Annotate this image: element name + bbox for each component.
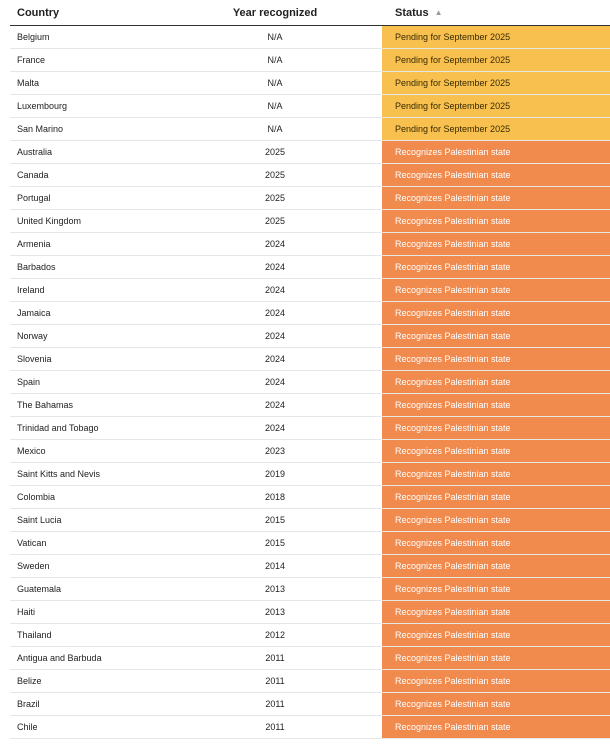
cell-status: Recognizes Palestinian state [382, 164, 610, 186]
cell-year: 2011 [265, 722, 285, 732]
cell-country: The Bahamas [17, 400, 74, 410]
cell-year: 2024 [264, 331, 286, 341]
cell-country: Belgium [17, 32, 50, 42]
cell-year: 2024 [264, 308, 286, 318]
table-row [10, 440, 610, 463]
cell-status: Recognizes Palestinian state [382, 141, 610, 163]
cell-year: 2024 [264, 354, 286, 364]
cell-status: Recognizes Palestinian state [382, 578, 610, 600]
table-row [10, 509, 610, 532]
cell-country: Ireland [17, 285, 45, 295]
cell-country: Norway [17, 331, 48, 341]
table-row [10, 647, 610, 670]
cell-country: Jamaica [17, 308, 51, 318]
table-row [10, 325, 610, 348]
table-row [10, 578, 610, 601]
cell-country: Saint Lucia [17, 515, 62, 525]
cell-country: Antigua and Barbuda [17, 653, 102, 663]
cell-status: Recognizes Palestinian state [382, 532, 610, 554]
cell-status: Recognizes Palestinian state [382, 256, 610, 278]
cell-status: Recognizes Palestinian state [382, 624, 610, 646]
cell-country: Australia [17, 147, 53, 157]
cell-country: Barbados [17, 262, 56, 272]
table-row [10, 463, 610, 486]
cell-country: Colombia [17, 492, 56, 502]
table-row [10, 486, 610, 509]
cell-country: Brazil [17, 699, 40, 709]
cell-country: Trinidad and Tobago [17, 423, 99, 433]
cell-year: N/A [267, 124, 283, 134]
cell-year: 2024 [264, 377, 286, 387]
table-row [10, 279, 610, 302]
cell-year: N/A [267, 78, 283, 88]
cell-country: Armenia [17, 239, 51, 249]
cell-status: Pending for September 2025 [382, 49, 610, 71]
cell-year: 2015 [264, 515, 286, 525]
table-row [10, 256, 610, 279]
cell-status: Recognizes Palestinian state [382, 417, 610, 439]
table-row [10, 118, 610, 141]
table-row [10, 555, 610, 578]
table-row [10, 693, 610, 716]
cell-status: Recognizes Palestinian state [382, 486, 610, 508]
table-row [10, 95, 610, 118]
table-row [10, 417, 610, 440]
recognition-table [10, 0, 610, 739]
cell-status: Recognizes Palestinian state [382, 279, 610, 301]
cell-country: Canada [17, 170, 49, 180]
cell-status: Recognizes Palestinian state [382, 463, 610, 485]
cell-country: Vatican [17, 538, 47, 548]
cell-year: 2013 [264, 607, 286, 617]
cell-country: Thailand [17, 630, 52, 640]
cell-country: Saint Kitts and Nevis [17, 469, 101, 479]
table-row [10, 187, 610, 210]
column-header-status-label: Status [395, 6, 429, 19]
cell-year: 2025 [264, 147, 286, 157]
cell-status: Recognizes Palestinian state [382, 555, 610, 577]
cell-year: 2023 [264, 446, 286, 456]
cell-year: 2011 [265, 676, 285, 686]
cell-country: Guatemala [17, 584, 62, 594]
cell-year: 2019 [264, 469, 286, 479]
cell-country: Chile [17, 722, 38, 732]
table-row [10, 233, 610, 256]
cell-year: 2025 [264, 170, 286, 180]
cell-country: Belize [17, 676, 42, 686]
table-row [10, 49, 610, 72]
table-row [10, 26, 610, 49]
cell-country: Slovenia [17, 354, 52, 364]
column-header-status[interactable] [382, 7, 610, 19]
cell-status: Recognizes Palestinian state [382, 509, 610, 531]
cell-status: Pending for September 2025 [382, 26, 610, 48]
cell-year: 2014 [264, 561, 286, 571]
cell-status: Pending for September 2025 [382, 72, 610, 94]
sort-ascending-icon[interactable]: ▲ [434, 8, 443, 17]
cell-year: 2024 [264, 262, 286, 272]
cell-status: Recognizes Palestinian state [382, 348, 610, 370]
table-row [10, 210, 610, 233]
cell-year: N/A [267, 55, 283, 65]
cell-country: Mexico [17, 446, 46, 456]
cell-country: Spain [17, 377, 41, 387]
cell-year: 2013 [264, 584, 286, 594]
cell-status: Recognizes Palestinian state [382, 440, 610, 462]
cell-year: 2024 [264, 400, 286, 410]
table-header [10, 0, 610, 26]
cell-country: Malta [17, 78, 40, 88]
table-row [10, 532, 610, 555]
cell-status: Recognizes Palestinian state [382, 302, 610, 324]
cell-status: Pending for September 2025 [382, 95, 610, 117]
cell-country: Luxembourg [17, 101, 68, 111]
cell-year: 2024 [264, 285, 286, 295]
cell-status: Recognizes Palestinian state [382, 647, 610, 669]
table-row [10, 624, 610, 647]
column-header-country[interactable]: Country [17, 6, 60, 19]
cell-year: 2024 [264, 423, 286, 433]
cell-year: 2012 [264, 630, 286, 640]
cell-year: 2015 [264, 538, 286, 548]
cell-status: Recognizes Palestinian state [382, 210, 610, 232]
cell-country: United Kingdom [17, 216, 82, 226]
table-row [10, 72, 610, 95]
cell-country: Sweden [17, 561, 50, 571]
cell-country: Haiti [17, 607, 36, 617]
table-row [10, 716, 610, 739]
table-row [10, 141, 610, 164]
cell-year: 2011 [265, 699, 285, 709]
table-row [10, 371, 610, 394]
cell-status: Recognizes Palestinian state [382, 601, 610, 623]
cell-year: N/A [267, 101, 283, 111]
cell-status: Recognizes Palestinian state [382, 716, 610, 738]
cell-status: Recognizes Palestinian state [382, 325, 610, 347]
cell-country: Portugal [17, 193, 51, 203]
cell-status: Recognizes Palestinian state [382, 371, 610, 393]
cell-country: France [17, 55, 46, 65]
table-row [10, 164, 610, 187]
cell-country: San Marino [17, 124, 64, 134]
cell-year: 2025 [264, 216, 286, 226]
cell-year: 2025 [264, 193, 286, 203]
cell-year: 2011 [265, 653, 285, 663]
cell-year: 2024 [264, 239, 286, 249]
table-row [10, 302, 610, 325]
cell-status: Pending for September 2025 [382, 118, 610, 140]
cell-year: N/A [267, 32, 283, 42]
cell-status: Recognizes Palestinian state [382, 394, 610, 416]
table-row [10, 348, 610, 371]
cell-year: 2018 [264, 492, 286, 502]
table-row [10, 670, 610, 693]
table-row [10, 601, 610, 624]
cell-status: Recognizes Palestinian state [382, 693, 610, 715]
column-header-year[interactable]: Year recognized [232, 6, 318, 19]
cell-status: Recognizes Palestinian state [382, 187, 610, 209]
table-body [10, 26, 610, 739]
cell-status: Recognizes Palestinian state [382, 233, 610, 255]
table-row [10, 394, 610, 417]
cell-status: Recognizes Palestinian state [382, 670, 610, 692]
